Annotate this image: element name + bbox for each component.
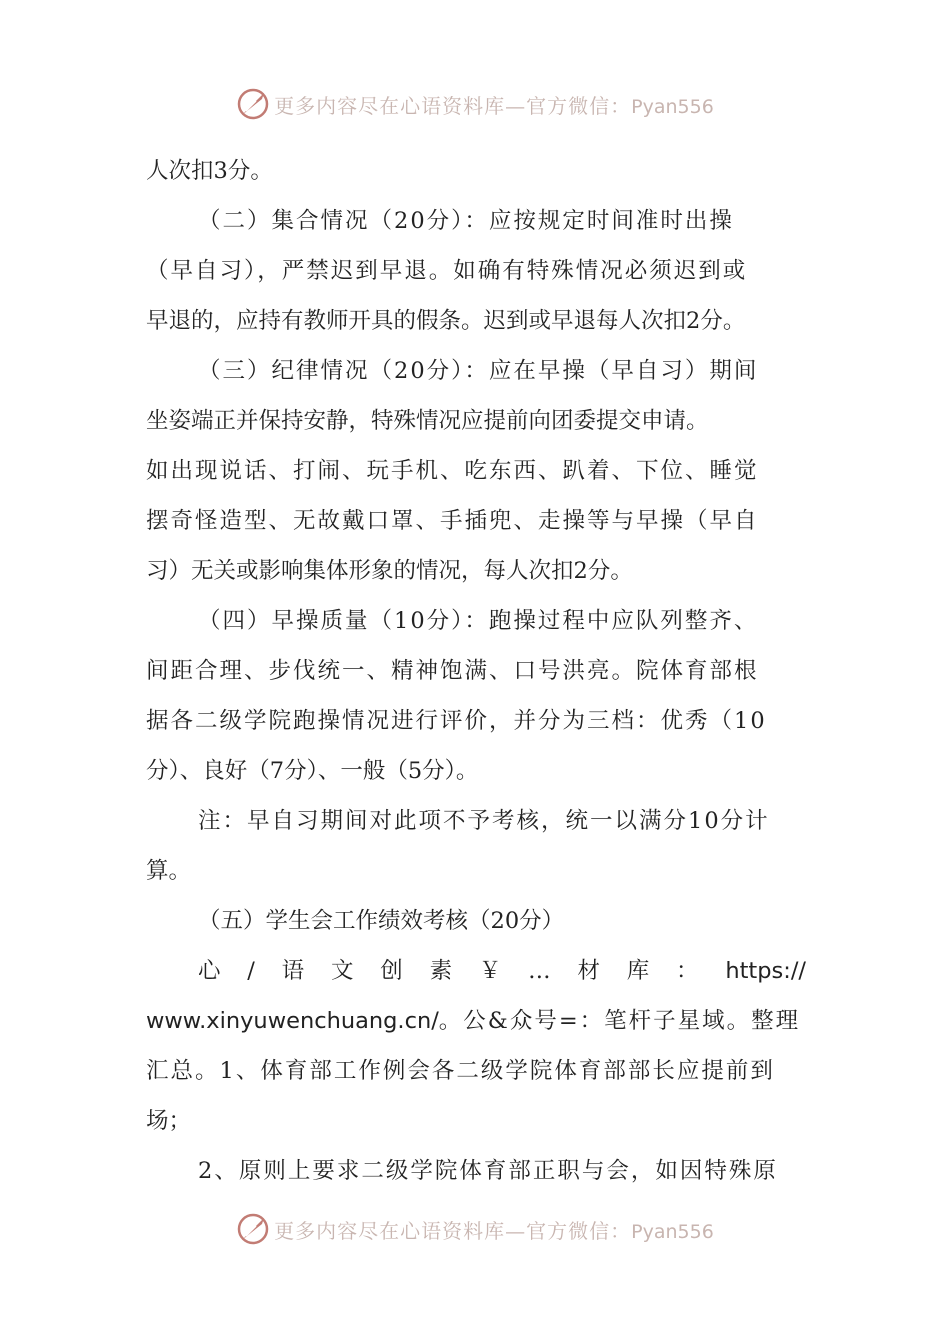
banner-text: 更多内容尽在心语资料库—官方微信：Pyan556	[274, 1218, 714, 1243]
spaced-char: 心	[198, 958, 221, 984]
text-line: 场；	[146, 1108, 192, 1134]
url-prefix: https://	[725, 958, 806, 984]
spaced-char: ￥	[478, 958, 502, 984]
website-link[interactable]: www.xinyuwenchuang.cn/	[146, 1008, 439, 1034]
text-line: 据各二级学院跑操情况进行评价，并分为三档：优秀（10	[146, 708, 767, 734]
spaced-char: 语	[281, 958, 305, 984]
text-line: （三）纪律情况（20分）：应在早操（早自习）期间	[198, 358, 759, 384]
spaced-char: 创	[380, 958, 403, 984]
banner-text: 更多内容尽在心语资料库—官方微信：Pyan556	[274, 93, 714, 118]
text-line: 算。	[146, 858, 192, 884]
text-line: 习）无关或影响集体形象的情况，每人次扣2分。	[146, 558, 633, 584]
quill-logo-icon	[236, 1212, 270, 1246]
text-line: 分）、良好（7分）、一般（5分）。	[146, 758, 479, 784]
text-line: 人次扣3分。	[146, 158, 273, 184]
text-line: 2、原则上要求二级学院体育部正职与会，如因特殊原	[198, 1158, 778, 1184]
spaced-char: 材	[577, 958, 600, 984]
url-text-line	[146, 996, 806, 1046]
text-line: （二）集合情况（20分）：应按规定时间准时出操	[198, 208, 734, 234]
footer-banner	[0, 1209, 950, 1249]
spaced-char: /	[247, 958, 255, 984]
quill-logo-icon	[236, 87, 270, 121]
spaced-char: 库	[626, 958, 650, 984]
text-line: （四）早操质量（10分）：跑操过程中应队列整齐、	[198, 608, 759, 634]
text-line: 汇总。1、体育部工作例会各二级学院体育部部长应提前到	[146, 1058, 775, 1084]
spaced-char: 文	[330, 958, 354, 984]
text-fragment: 。公&众号=：笔杆子星域。整理	[438, 1008, 801, 1034]
text-line: 坐姿端正并保持安静，特殊情况应提前向团委提交申请。	[146, 408, 709, 434]
text-line: （早自习），严禁迟到早退。如确有特殊情况必须迟到或	[146, 258, 748, 284]
text-line: 注：早自习期间对此项不予考核，统一以满分10分计	[198, 808, 770, 834]
spaced-char: ：	[676, 958, 699, 984]
spaced-text-line	[198, 946, 806, 996]
text-line: 早退的，应持有教师开具的假条。迟到或早退每人次扣2分。	[146, 308, 746, 334]
header-banner	[0, 84, 950, 124]
text-line: 如出现说话、打闹、玩手机、吃东西、趴着、下位、睡觉	[146, 458, 759, 484]
text-line: 间距合理、步伐统一、精神饱满、口号洪亮。院体育部根	[146, 658, 759, 684]
text-line: （五）学生会工作绩效考核（20分）	[198, 908, 565, 934]
spaced-char: …	[528, 958, 551, 984]
text-line: 摆奇怪造型、无故戴口罩、手插兜、走操等与早操（早自	[146, 508, 759, 534]
spaced-char: 素	[429, 958, 453, 984]
